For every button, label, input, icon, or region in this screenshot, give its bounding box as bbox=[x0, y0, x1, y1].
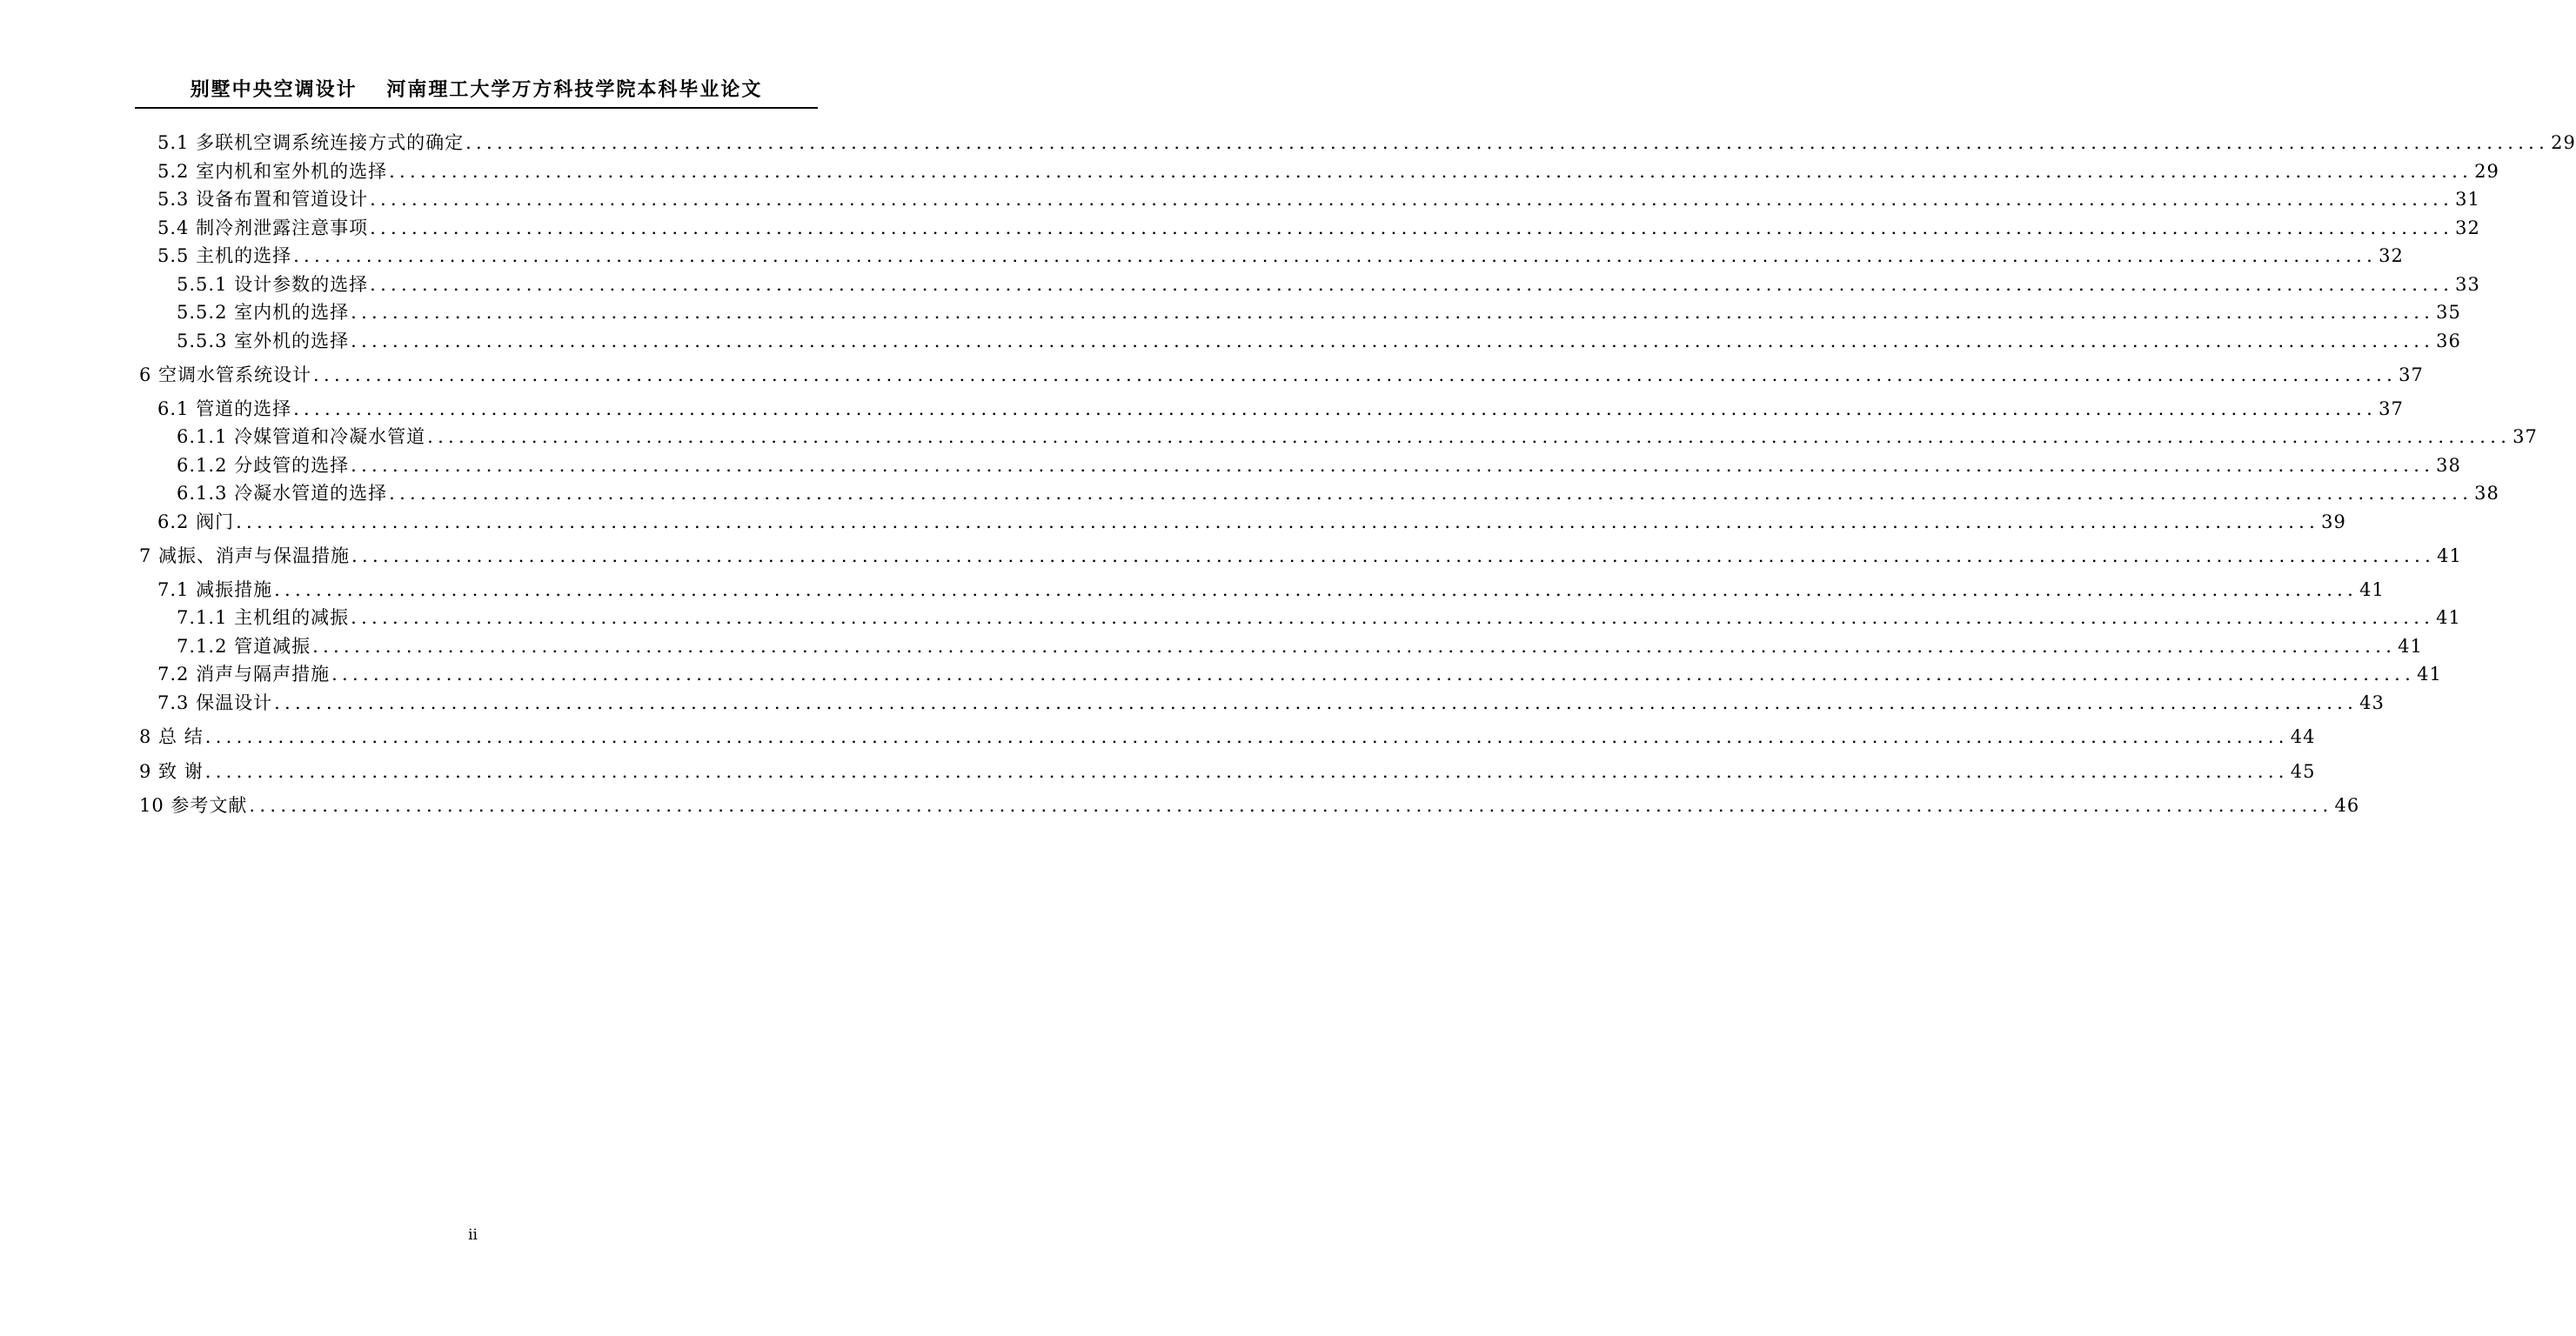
toc-entry-title: 6.1.3 冷凝水管道的选择 bbox=[177, 483, 388, 504]
running-header: 别墅中央空调设计 河南理工大学万方科技学院本科毕业论文 bbox=[190, 79, 763, 101]
toc-entry[interactable] bbox=[139, 660, 2442, 689]
toc-leader-dots: ........................................................................................................................................................................................................ bbox=[427, 426, 2512, 447]
toc-entry-title: 5.3 设备布置和管道设计 bbox=[157, 189, 369, 210]
toc-entry-title: 5.5.2 室内机的选择 bbox=[177, 302, 350, 323]
toc-entry-page: 32 bbox=[2379, 245, 2404, 266]
toc-leader-dots: ........................................................................................................................................................................................................ bbox=[370, 217, 2454, 238]
toc-entry-title: 8 总 结 bbox=[139, 726, 204, 747]
toc-leader-dots: ........................................................................................................................................................................................................ bbox=[389, 483, 2473, 504]
toc-entry-title: 6.1.2 分歧管的选择 bbox=[177, 454, 350, 476]
toc-entry-title: 9 致 谢 bbox=[139, 760, 204, 782]
toc-leader-dots: ........................................................................................................................................................................................................ bbox=[351, 607, 2435, 628]
toc-leader-dots: ........................................................................................................................................................................................................ bbox=[204, 726, 2289, 747]
toc-leader-dots: ........................................................................................................................................................................................................ bbox=[465, 132, 2550, 153]
toc-leader-dots: ........................................................................................................................................................................................................ bbox=[370, 273, 2454, 295]
header-rule bbox=[135, 107, 818, 109]
toc-entry-page: 44 bbox=[2290, 726, 2316, 747]
toc-entry-page: 41 bbox=[2398, 635, 2423, 657]
toc-leader-dots: ........................................................................................................................................................................................................ bbox=[312, 635, 2397, 657]
toc-leader-dots: ........................................................................................................................................................................................................ bbox=[351, 545, 2436, 566]
toc-entry-page: 29 bbox=[2551, 132, 2576, 153]
table-of-contents bbox=[139, 129, 2576, 825]
toc-entry[interactable] bbox=[139, 451, 2461, 480]
toc-leader-dots: ........................................................................................................................................................................................................ bbox=[351, 330, 2435, 351]
toc-entry-page: 31 bbox=[2455, 189, 2480, 210]
toc-entry-title: 7 减振、消声与保温措施 bbox=[139, 545, 351, 566]
toc-entry[interactable] bbox=[139, 479, 2499, 508]
toc-entry[interactable] bbox=[139, 723, 2316, 752]
toc-entry-page: 38 bbox=[2436, 454, 2461, 476]
toc-entry[interactable] bbox=[139, 271, 2480, 299]
toc-entry[interactable] bbox=[139, 423, 2538, 451]
toc-entry[interactable] bbox=[139, 792, 2360, 820]
toc-entry-page: 37 bbox=[2399, 364, 2424, 385]
toc-entry[interactable] bbox=[139, 508, 2346, 537]
toc-entry[interactable] bbox=[139, 327, 2461, 356]
toc-leader-dots: ........................................................................................................................................................................................................ bbox=[249, 795, 2333, 816]
toc-entry-page: 41 bbox=[2359, 578, 2385, 600]
toc-leader-dots: ........................................................................................................................................................................................................ bbox=[204, 760, 2289, 782]
toc-entry-title: 5.2 室内机和室外机的选择 bbox=[157, 160, 388, 182]
toc-entry-title: 5.5.1 设计参数的选择 bbox=[177, 273, 369, 295]
toc-leader-dots: ........................................................................................................................................................................................................ bbox=[236, 511, 2320, 532]
toc-entry-title: 5.5 主机的选择 bbox=[157, 245, 292, 266]
toc-leader-dots: ........................................................................................................................................................................................................ bbox=[313, 364, 2398, 385]
toc-entry-title: 6.1.1 冷媒管道和冷凝水管道 bbox=[177, 426, 426, 447]
toc-entry-title: 10 参考文献 bbox=[139, 795, 248, 816]
toc-entry-page: 32 bbox=[2455, 217, 2480, 238]
toc-leader-dots: ........................................................................................................................................................................................................ bbox=[274, 691, 2359, 713]
toc-entry-title: 7.1 减振措施 bbox=[157, 578, 273, 600]
toc-entry[interactable] bbox=[139, 157, 2499, 186]
toc-entry[interactable] bbox=[139, 632, 2423, 661]
toc-entry-title: 5.1 多联机空调系统连接方式的确定 bbox=[157, 132, 465, 153]
toc-leader-dots: ........................................................................................................................................................................................................ bbox=[370, 189, 2454, 210]
toc-entry-page: 39 bbox=[2321, 511, 2346, 532]
toc-entry-page: 29 bbox=[2474, 160, 2499, 182]
toc-leader-dots: ........................................................................................................................................................................................................ bbox=[293, 397, 2378, 419]
toc-entry-page: 43 bbox=[2359, 691, 2385, 713]
toc-entry-page: 41 bbox=[2436, 607, 2461, 628]
toc-leader-dots: ........................................................................................................................................................................................................ bbox=[293, 245, 2378, 266]
toc-entry-title: 7.3 保温设计 bbox=[157, 691, 273, 713]
toc-entry[interactable] bbox=[139, 576, 2385, 605]
toc-entry[interactable] bbox=[139, 361, 2424, 390]
toc-entry-page: 33 bbox=[2455, 273, 2480, 295]
toc-entry[interactable] bbox=[139, 185, 2480, 214]
toc-entry[interactable] bbox=[139, 129, 2576, 157]
toc-entry-page: 41 bbox=[2417, 664, 2442, 685]
toc-entry-title: 5.5.3 室外机的选择 bbox=[177, 330, 350, 351]
toc-leader-dots: ........................................................................................................................................................................................................ bbox=[351, 302, 2435, 323]
toc-entry[interactable] bbox=[139, 689, 2385, 718]
toc-entry-title: 6.1 管道的选择 bbox=[157, 397, 292, 419]
toc-entry[interactable] bbox=[139, 542, 2462, 571]
toc-entry-page: 46 bbox=[2334, 795, 2360, 816]
toc-entry[interactable] bbox=[139, 214, 2480, 243]
toc-entry[interactable] bbox=[139, 298, 2461, 327]
toc-entry[interactable] bbox=[139, 395, 2404, 424]
toc-entry-title: 6.2 阀门 bbox=[157, 511, 235, 532]
toc-entry-page: 36 bbox=[2436, 330, 2461, 351]
toc-leader-dots: ........................................................................................................................................................................................................ bbox=[389, 160, 2473, 182]
toc-leader-dots: ........................................................................................................................................................................................................ bbox=[274, 578, 2359, 600]
toc-entry-page: 37 bbox=[2512, 426, 2538, 447]
toc-entry-title: 5.4 制冷剂泄露注意事项 bbox=[157, 217, 369, 238]
toc-entry-page: 37 bbox=[2379, 397, 2404, 419]
toc-entry-page: 41 bbox=[2437, 545, 2462, 566]
toc-leader-dots: ........................................................................................................................................................................................................ bbox=[331, 664, 2416, 685]
toc-entry-title: 6 空调水管系统设计 bbox=[139, 364, 312, 385]
toc-entry[interactable] bbox=[139, 758, 2316, 786]
toc-entry[interactable] bbox=[139, 604, 2461, 632]
toc-entry-page: 38 bbox=[2474, 483, 2499, 504]
toc-entry-title: 7.1.1 主机组的减振 bbox=[177, 607, 350, 628]
toc-entry-title: 7.1.2 管道减振 bbox=[177, 635, 311, 657]
toc-entry-page: 45 bbox=[2290, 760, 2316, 782]
toc-leader-dots: ........................................................................................................................................................................................................ bbox=[351, 454, 2435, 476]
toc-entry[interactable] bbox=[139, 242, 2404, 271]
toc-entry-title: 7.2 消声与隔声措施 bbox=[157, 664, 331, 685]
page-number: ii bbox=[468, 1226, 478, 1244]
toc-entry-page: 35 bbox=[2436, 302, 2461, 323]
